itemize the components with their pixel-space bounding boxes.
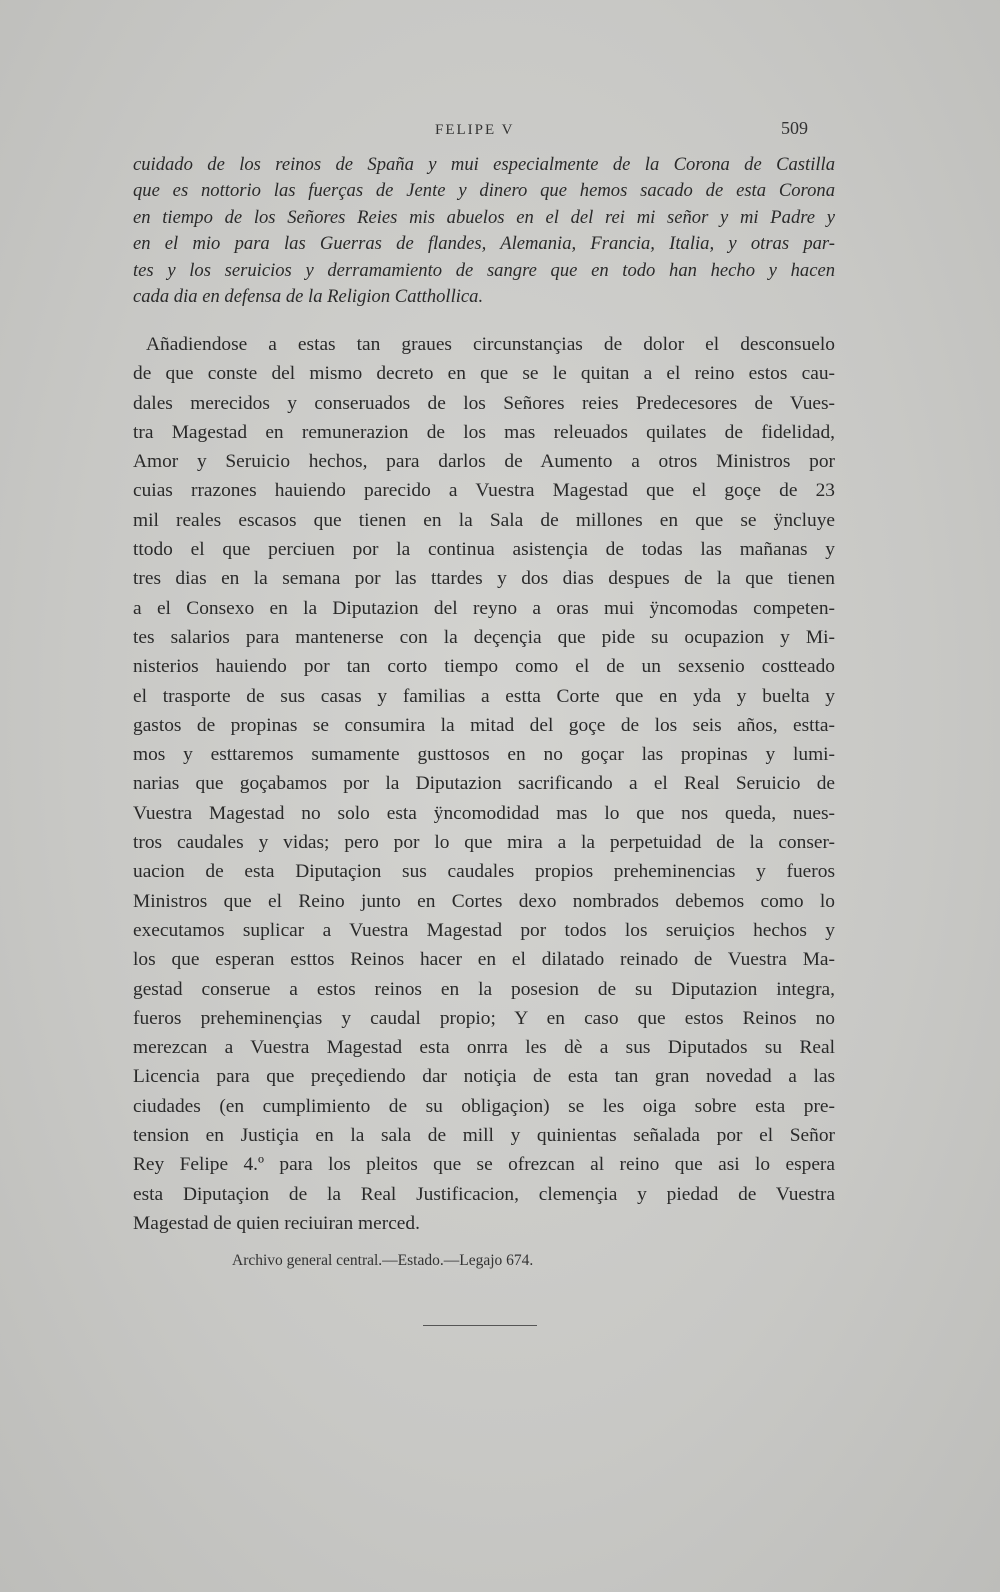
text-line: mos y esttaremos sumamente gusttosos en no goçar las propinas y lumi-: [133, 744, 835, 766]
closing-rule: [423, 1325, 537, 1326]
running-head: FELIPE V: [435, 122, 515, 138]
text-line: Licencia para que preçediendo dar notiçia de esta tan gran novedad a las: [133, 1066, 835, 1088]
text-line: tres dias en la semana por las ttardes y dos dias despues de la que tienen: [133, 568, 835, 590]
text-line: a el Consexo en la Diputazion del reyno a oras mui ÿncomodas competen-: [133, 597, 835, 619]
text-line: de que conste del mismo decreto en que se le quitan a el reino estos cau-: [133, 363, 835, 385]
text-line: uacion de esta Diputaçion sus caudales propios preheminencias y fueros: [133, 861, 835, 883]
text-line: Magestad de quien reciuiran merced.: [133, 1212, 420, 1234]
main-paragraph: [133, 330, 835, 1238]
text-line: merezcan a Vuestra Magestad esta onrra les dè a sus Diputados su Real: [133, 1037, 835, 1059]
text-line: tes y los seruicios y derramamiento de sangre que en todo han hecho y hacen: [133, 259, 835, 281]
text-line: cuidado de los reinos de Spaña y mui especialmente de la Corona de Castilla: [133, 154, 835, 175]
text-line: tra Magestad en remunerazion de los mas releuados quilates de fidelidad,: [133, 421, 835, 443]
page-number: 509: [781, 118, 808, 138]
text-line: cada dia en defensa de la Religion Catthollica.: [133, 286, 484, 308]
text-line: en tiempo de los Señores Reies mis abuelos en el del rei mi señor y mi Padre y: [133, 206, 835, 228]
text-line: que es nottorio las fuerças de Jente y dinero que hemos sacado de esta Corona: [133, 180, 835, 202]
text-line: Añadiendose a estas tan graues circunstançias de dolor el desconsuelo: [146, 334, 835, 355]
text-line: los que esperan esttos Reinos hacer en el dilatado reinado de Vuestra Ma-: [133, 949, 835, 971]
text-line: cuias rrazones hauiendo parecido a Vuestra Magestad que el goçe de 23: [133, 480, 835, 502]
text-line: en el mio para las Guerras de flandes, Alemania, Francia, Italia, y otras par-: [133, 233, 835, 255]
text-line: gestad conserue a estos reinos en la posesion de su Diputazion integra,: [133, 978, 835, 1000]
text-line: ciudades (en cumplimiento de su obligaçion) se les oiga sobre esta pre-: [133, 1095, 835, 1117]
text-line: Amor y Seruicio hechos, para darlos de Aumento a otros Ministros por: [133, 451, 835, 473]
text-line: ttodo el que perciuen por la continua asistençia de todas las mañanas y: [133, 539, 835, 561]
text-line: mil reales escasos que tienen en la Sala de millones en que se ÿncluye: [133, 509, 835, 531]
text-line: tros caudales y vidas; pero por lo que mira a la perpetuidad de la conser-: [133, 832, 835, 854]
text-line: nisterios hauiendo por tan corto tiempo como el de un sexsenio costteado: [133, 656, 835, 678]
archive-citation: Archivo general central.—Estado.—Legajo 674.: [232, 1252, 534, 1269]
text-line: tes salarios para mantenerse con la deçençia que pide su ocupazion y Mi-: [133, 626, 835, 648]
text-line: fueros preheminençias y caudal propio; Y en caso que estos Reinos no: [133, 1007, 835, 1029]
text-line: Ministros que el Reino junto en Cortes dexo nombrados debemos como lo: [133, 890, 835, 912]
text-line: esta Diputaçion de la Real Justificacion, clemençia y piedad de Vuestra: [133, 1183, 835, 1205]
text-line: Vuestra Magestad no solo esta ÿncomodidad mas lo que nos queda, nues-: [133, 802, 835, 824]
text-line: dales merecidos y conseruados de los Señores reies Predecesores de Vues-: [133, 392, 835, 414]
text-line: el trasporte de sus casas y familias a estta Corte que en yda y buelta y: [133, 685, 835, 707]
text-line: narias que goçabamos por la Diputazion sacrificando a el Real Seruicio de: [133, 773, 835, 795]
text-line: Rey Felipe 4.º para los pleitos que se ofrezcan al reino que asi lo espera: [133, 1154, 835, 1176]
italic-paragraph: [133, 152, 835, 310]
text-line: executamos suplicar a Vuestra Magestad por todos los seruiçios hechos y: [133, 919, 835, 941]
text-line: tension en Justiçia en la sala de mill y quinientas señalada por el Señor: [133, 1125, 835, 1147]
text-line: gastos de propinas se consumira la mitad del goçe de los seis años, estta-: [133, 714, 835, 736]
